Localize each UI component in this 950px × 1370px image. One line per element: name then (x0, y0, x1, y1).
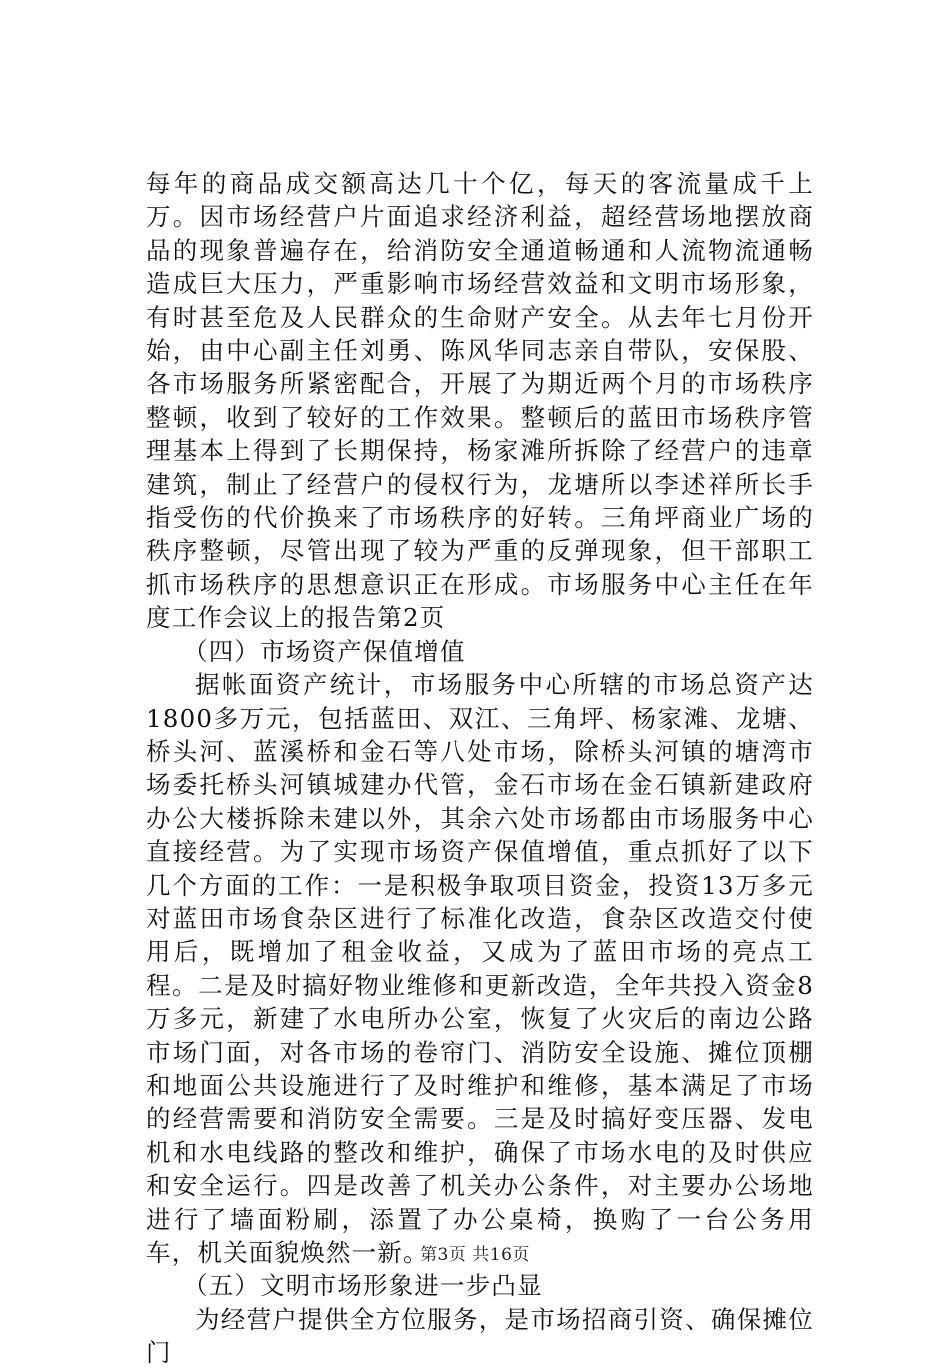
section-heading-civilized-market: （五）文明市场形象进一步凸显 (183, 1271, 543, 1301)
document-body (146, 167, 814, 1370)
paragraph-market-order: 每年的商品成交额高达几十个亿，每天的客流量成千上万。因市场经营户片面追求经济利益，超经营场地摆放商品的现象普遍存在，给消防安全通道畅通和人流物流通畅造成巨大压力，严重影响市场经营效益和文明市场形象，有时甚至危及人民群众的生命财产安全。从去年七月份开始，由中心副主任刘勇、陈风华同志亲自带队，安保股、各市场服务所紧密配合，开展了为期近两个月的市场秩序整顿，收到了较好的工作效果。整顿后的蓝田市场秩序管理基本上得到了长期保持，杨家滩所拆除了经营户的违章建筑，制止了经营户的侵权行为，龙塘所以李述祥所长手指受伤的代价换来了市场秩序的好转。三角坪商业广场的秩序整顿，尽管出现了较为严重的反弹现象，但干部职工抓市场秩序的思想意识正在形成。市场服务中心主任在年度工作会议上的报告第2页 (146, 169, 814, 633)
section-heading-asset-value: （四）市场资产保值增值 (183, 636, 466, 666)
paragraph-civilized-market: 为经营户提供全方位服务，是市场招商引资、确保摊位门 (146, 1304, 814, 1368)
paragraph-asset-value: 据帐面资产统计，市场服务中心所辖的市场总资产达1800多万元，包括蓝田、双江、三角坪、杨家滩、龙塘、桥头河、蓝溪桥和金石等八处市场，除桥头河镇的塘湾市场委托桥头河镇城建办代管，金石市场在金石镇新建政府办公大楼拆除未建以外，其余六处市场都由市场服务中心直接经营。为了实现市场资产保值增值，重点抓好了以下几个方面的工作：一是积极争取项目资金，投资13万多元对蓝田市场食杂区进行了标准化改造，食杂区改造交付使用后，既增加了租金收益，又成为了蓝田市场的亮点工程。二是及时搞好物业维修和更新改造，全年共投入资金8万多元，新建了水电所办公室，恢复了火灾后的南边公路市场门面，对各市场的卷帘门、消防安全设施、摊位顶棚和地面公共设施进行了及时维护和维修，基本满足了市场的经营需要和消防安全需要。三是及时搞好变压器、发电机和水电线路的整改和维护，确保了市场水电的及时供应和安全运行。四是改善了机关办公条件，对主要办公场地进行了墙面粉刷，添置了办公桌椅，换购了一台公务用车，机关面貌焕然一新。 (146, 670, 814, 1267)
page-number-footer: 第3页 共16页 (420, 1245, 530, 1265)
